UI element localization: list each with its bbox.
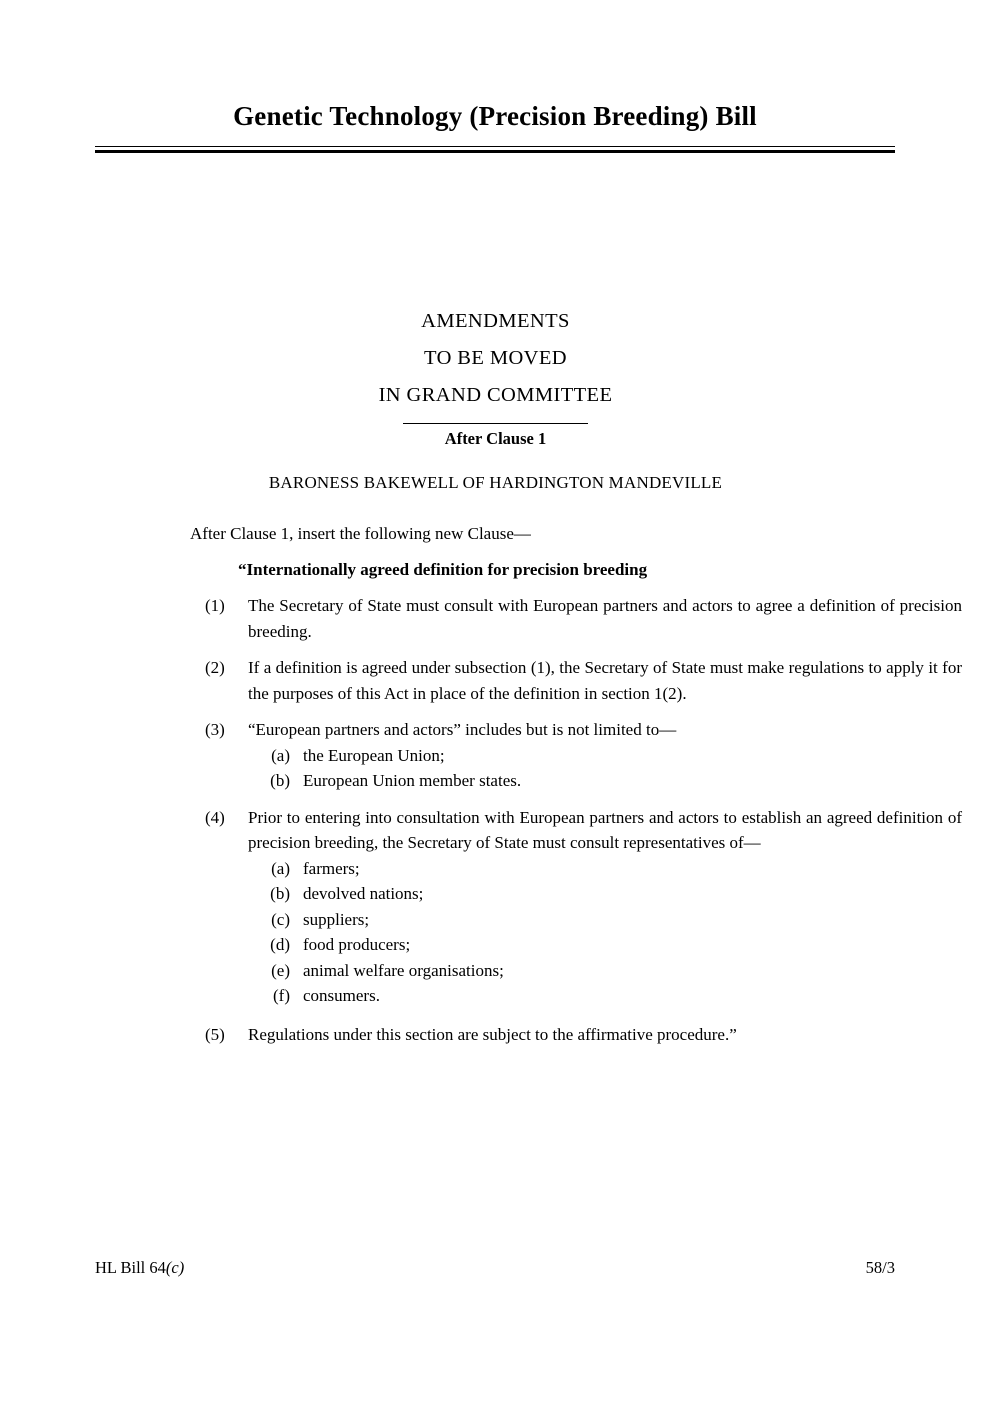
subsection-number: (1) <box>205 596 225 615</box>
heading-in-grand-committee: IN GRAND COMMITTEE <box>378 384 613 406</box>
subsection-text: Regulations under this section are subject to the affirmative procedure.” <box>248 1024 737 1044</box>
subsection-4-list <box>248 856 962 1009</box>
subsection-1 <box>190 593 962 644</box>
clause-heading: After Clause 1 <box>444 429 547 448</box>
subsection-text: “European partners and actors” includes but is not limited to— <box>248 720 677 739</box>
list-item <box>248 881 962 907</box>
list-item-letter: (a) <box>271 745 290 765</box>
list-item-letter: (c) <box>271 909 290 929</box>
subsection-4 <box>190 805 962 1009</box>
list-item-text: devolved nations; <box>303 884 424 903</box>
page-title: Genetic Technology (Precision Breeding) Bill <box>233 101 757 131</box>
intro-line: After Clause 1, insert the following new Clause— <box>190 524 531 543</box>
subsection-number: (2) <box>205 658 225 677</box>
list-item <box>248 856 962 882</box>
heading-rule <box>403 423 588 424</box>
list-item-text: food producers; <box>303 935 411 954</box>
sponsor-name: BARONESS BAKEWELL OF HARDINGTON MANDEVILLE <box>268 473 723 492</box>
bill-number-suffix: (c) <box>165 1258 185 1277</box>
list-item <box>248 743 962 769</box>
list-item <box>248 768 962 794</box>
new-clause-title: “Internationally agreed definition for precision breeding <box>238 559 648 579</box>
heading-to-be-moved: TO BE MOVED <box>424 347 567 369</box>
list-item <box>248 907 962 933</box>
subsection-2 <box>190 655 962 706</box>
title-double-rule <box>95 146 895 153</box>
list-item <box>248 958 962 984</box>
list-item-letter: (f) <box>273 986 290 1005</box>
amendment-body <box>190 521 962 1047</box>
amendment-headings <box>0 303 991 424</box>
list-item-letter: (b) <box>270 884 290 903</box>
subsection-3-list <box>248 743 962 794</box>
list-item-text: animal welfare organisations; <box>303 960 504 980</box>
list-item-letter: (d) <box>270 935 290 954</box>
subsection-number: (4) <box>205 807 225 827</box>
list-item-text: consumers. <box>303 986 380 1005</box>
list-item-letter: (a) <box>271 858 290 878</box>
list-item <box>248 983 962 1009</box>
heading-amendments: AMENDMENTS <box>421 310 570 332</box>
subsection-number: (3) <box>205 720 225 739</box>
subsection-text: If a definition is agreed under subsection (1), the Secretary of State must make regulations to apply it for the purposes of this Act in place of the definition in section 1(2). <box>248 658 962 703</box>
subsection-text: The Secretary of State must consult with European partners and actors to agree a definition of precision breeding. <box>248 596 962 641</box>
page-reference: 58/3 <box>865 1258 895 1277</box>
list-item-letter: (e) <box>271 960 290 980</box>
list-item-text: European Union member states. <box>303 771 522 790</box>
page-footer <box>95 1258 895 1278</box>
list-item-letter: (b) <box>270 771 290 790</box>
subsection-number: (5) <box>205 1024 225 1044</box>
title-block <box>95 100 895 153</box>
subsection-3 <box>190 717 962 794</box>
subsection-5 <box>190 1022 962 1048</box>
title-rule-thick <box>95 150 895 153</box>
list-item <box>248 932 962 958</box>
subsection-text: Prior to entering into consultation with European partners and actors to establish an agreed definition of precision breeding, the Secretary of State must consult representatives of— <box>248 807 962 852</box>
bill-number <box>95 1258 184 1278</box>
list-item-text: suppliers; <box>303 909 370 929</box>
list-item-text: the European Union; <box>303 745 445 765</box>
bill-number-prefix: HL Bill 64 <box>95 1258 166 1277</box>
list-item-text: farmers; <box>303 858 360 878</box>
